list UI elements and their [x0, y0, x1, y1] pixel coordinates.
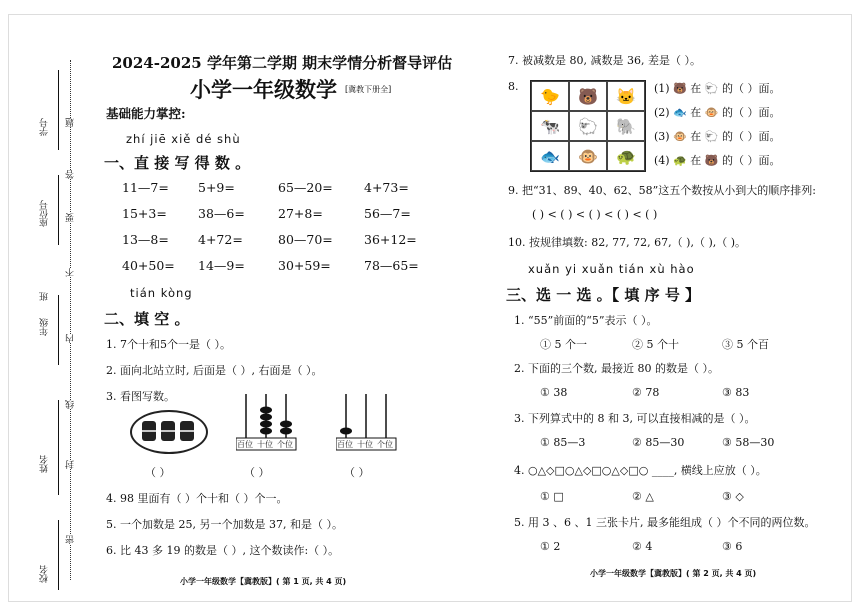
- underline-bar: [58, 295, 59, 365]
- seal-char: 密: [66, 535, 76, 544]
- calc-item: 36+12=: [364, 232, 417, 247]
- calc-item: 38—6=: [198, 206, 245, 221]
- label-school: 校名: [40, 565, 50, 583]
- choice-option[interactable]: ① 38: [540, 386, 568, 399]
- underline-bar: [58, 175, 59, 245]
- sheep-icon: 🐑: [569, 111, 607, 141]
- order-blanks[interactable]: ( ) < ( ) < ( ) < ( ) < ( ): [532, 208, 658, 221]
- fill-q3: 3. 看图写数。: [106, 390, 175, 403]
- calc-item: 5+9=: [198, 180, 235, 195]
- seal-char: 线: [66, 400, 76, 409]
- fill-q9: 9. 把“31、89、40、62、58”这五个数按从小到大的顺序排列:: [508, 184, 816, 197]
- choice-q4: 4. ○△◇□○△◇□○△◇□○ ____, 横线上应放（ ）。: [514, 464, 767, 477]
- calc-item: 4+72=: [198, 232, 243, 247]
- label-grade: 年级: [40, 318, 50, 336]
- choice-option[interactable]: ① 5 个一: [540, 338, 587, 351]
- label-seat: 座位号: [40, 200, 50, 227]
- pinyin-label: zhí jiē xiě dé shù: [126, 132, 241, 146]
- exam-title: 2024-2025 学年第二学期 期末学情分析督导评估: [112, 54, 453, 72]
- choice-option[interactable]: ③ 5 个百: [722, 338, 769, 351]
- exam-subject: 小学一年级数学: [190, 77, 337, 102]
- choice-option[interactable]: ③ 58—30: [722, 436, 775, 449]
- label-class: 班: [40, 292, 50, 301]
- fill-q5: 5. 一个加数是 25, 另一个加数是 37, 和是（ ）。: [106, 518, 343, 531]
- page-footer: 小学一年级数学【冀教版】( 第 2 页, 共 4 页): [590, 569, 757, 578]
- choice-option[interactable]: ② 85—30: [632, 436, 685, 449]
- calc-item: 80—70=: [278, 232, 333, 247]
- position-q3: (3) 🐵 在 🐑 的（ ）面。: [654, 130, 781, 143]
- choice-option[interactable]: ③ ◇: [722, 490, 744, 503]
- fill-q1: 1. 7个十和5个一是（ ）。: [106, 338, 231, 351]
- pinyin-label: xuǎn yi xuǎn tián xù hào: [528, 262, 695, 276]
- choice-option[interactable]: ② 4: [632, 540, 653, 553]
- calc-item: 11—7=: [122, 180, 169, 195]
- monkey-icon: 🐵: [569, 141, 607, 171]
- choice-option[interactable]: ① 2: [540, 540, 561, 553]
- choice-option[interactable]: ③ 6: [722, 540, 743, 553]
- seal-char: 不: [66, 268, 76, 277]
- fill-q10: 10. 按规律填数: 82, 77, 72, 67,（ ),（ ),（ )。: [508, 236, 747, 249]
- pinyin-label: tián kòng: [130, 286, 193, 300]
- underline-bar: [58, 70, 59, 150]
- fill-q7: 7. 被减数是 80, 减数是 36, 差是（ ）。: [508, 54, 701, 67]
- calc-item: 4+73=: [364, 180, 409, 195]
- calc-item: 65—20=: [278, 180, 333, 195]
- choice-option[interactable]: ② 5 个十: [632, 338, 679, 351]
- choice-q3: 3. 下列算式中的 8 和 3, 可以直接相减的是（ ）。: [514, 412, 756, 425]
- place-label: 个位: [377, 440, 393, 449]
- answer-blank[interactable]: （ ）: [344, 466, 370, 479]
- seal-char: 答: [66, 170, 76, 179]
- fill-q2: 2. 面向北站立时, 后面是（ ）, 右面是（ ）。: [106, 364, 323, 377]
- turtle-icon: 🐢: [607, 141, 645, 171]
- animal-grid: [530, 80, 646, 172]
- chick-icon: 🐤: [531, 81, 569, 111]
- choice-q2: 2. 下面的三个数, 最接近 80 的数是（ ）。: [514, 362, 719, 375]
- calc-item: 56—7=: [364, 206, 411, 221]
- position-q4: (4) 🐢 在 🐻 的（ ）面。: [654, 154, 781, 167]
- page-footer: 小学一年级数学【冀教版】( 第 1 页, 共 4 页): [180, 577, 347, 586]
- underline-bar: [58, 520, 59, 590]
- place-label: 十位: [257, 440, 273, 449]
- choice-option[interactable]: ② 78: [632, 386, 660, 399]
- calc-item: 78—65=: [364, 258, 419, 273]
- choice-option[interactable]: ① □: [540, 490, 564, 503]
- edition-tag: [冀教下册全]: [345, 85, 392, 94]
- fill-q8-number: 8.: [508, 80, 519, 93]
- place-label: 个位: [277, 440, 293, 449]
- answer-blank[interactable]: （ ）: [145, 466, 171, 479]
- calc-item: 13—8=: [122, 232, 169, 247]
- fish-icon: 🐟: [531, 141, 569, 171]
- place-label: 百位: [237, 440, 253, 449]
- seal-char: 题: [66, 118, 76, 127]
- cat-icon: 🐱: [607, 81, 645, 111]
- seal-char: 要: [66, 213, 76, 222]
- label-name: 姓名: [40, 455, 50, 473]
- elephant-icon: 🐘: [607, 111, 645, 141]
- section-2-title: 二、填 空 。: [104, 310, 190, 328]
- fill-q6: 6. 比 43 多 19 的数是（ ）, 这个数读作:（ ）。: [106, 544, 340, 557]
- answer-blank[interactable]: （ ）: [244, 466, 270, 479]
- position-q2: (2) 🐟 在 🐵 的（ ）面。: [654, 106, 781, 119]
- place-label: 十位: [357, 440, 373, 449]
- calc-item: 14—9=: [198, 258, 245, 273]
- fill-q4: 4. 98 里面有（ ）个十和（ ）个一。: [106, 492, 288, 505]
- choice-option[interactable]: ② △: [632, 490, 654, 503]
- section-basic: 基础能力掌控:: [106, 106, 186, 121]
- binding-line: [70, 60, 71, 580]
- bundle-sticks-icon: [140, 418, 196, 444]
- underline-bar: [58, 400, 59, 495]
- choice-option[interactable]: ① 85—3: [540, 436, 586, 449]
- calc-item: 30+59=: [278, 258, 331, 273]
- choice-q1: 1. “55”前面的“5”表示（ ）。: [514, 314, 658, 327]
- bear-icon: 🐻: [569, 81, 607, 111]
- place-label: 百位: [337, 440, 353, 449]
- position-q1: (1) 🐻 在 🐑 的（ ）面。: [654, 82, 781, 95]
- choice-q5: 5. 用 3 、6 、1 三张卡片, 最多能组成（ ）个不同的两位数。: [514, 516, 816, 529]
- choice-option[interactable]: ③ 83: [722, 386, 750, 399]
- seal-char: 封: [66, 460, 76, 469]
- label-student-id: 学号: [40, 118, 50, 136]
- section-3-title: 三、选 一 选 。【 填 序 号 】: [506, 286, 701, 304]
- calc-item: 27+8=: [278, 206, 323, 221]
- seal-char: 内: [66, 334, 76, 343]
- calc-item: 15+3=: [122, 206, 167, 221]
- section-1-title: 一、直 接 写 得 数 。: [104, 154, 251, 172]
- cow-icon: 🐄: [531, 111, 569, 141]
- calc-item: 40+50=: [122, 258, 175, 273]
